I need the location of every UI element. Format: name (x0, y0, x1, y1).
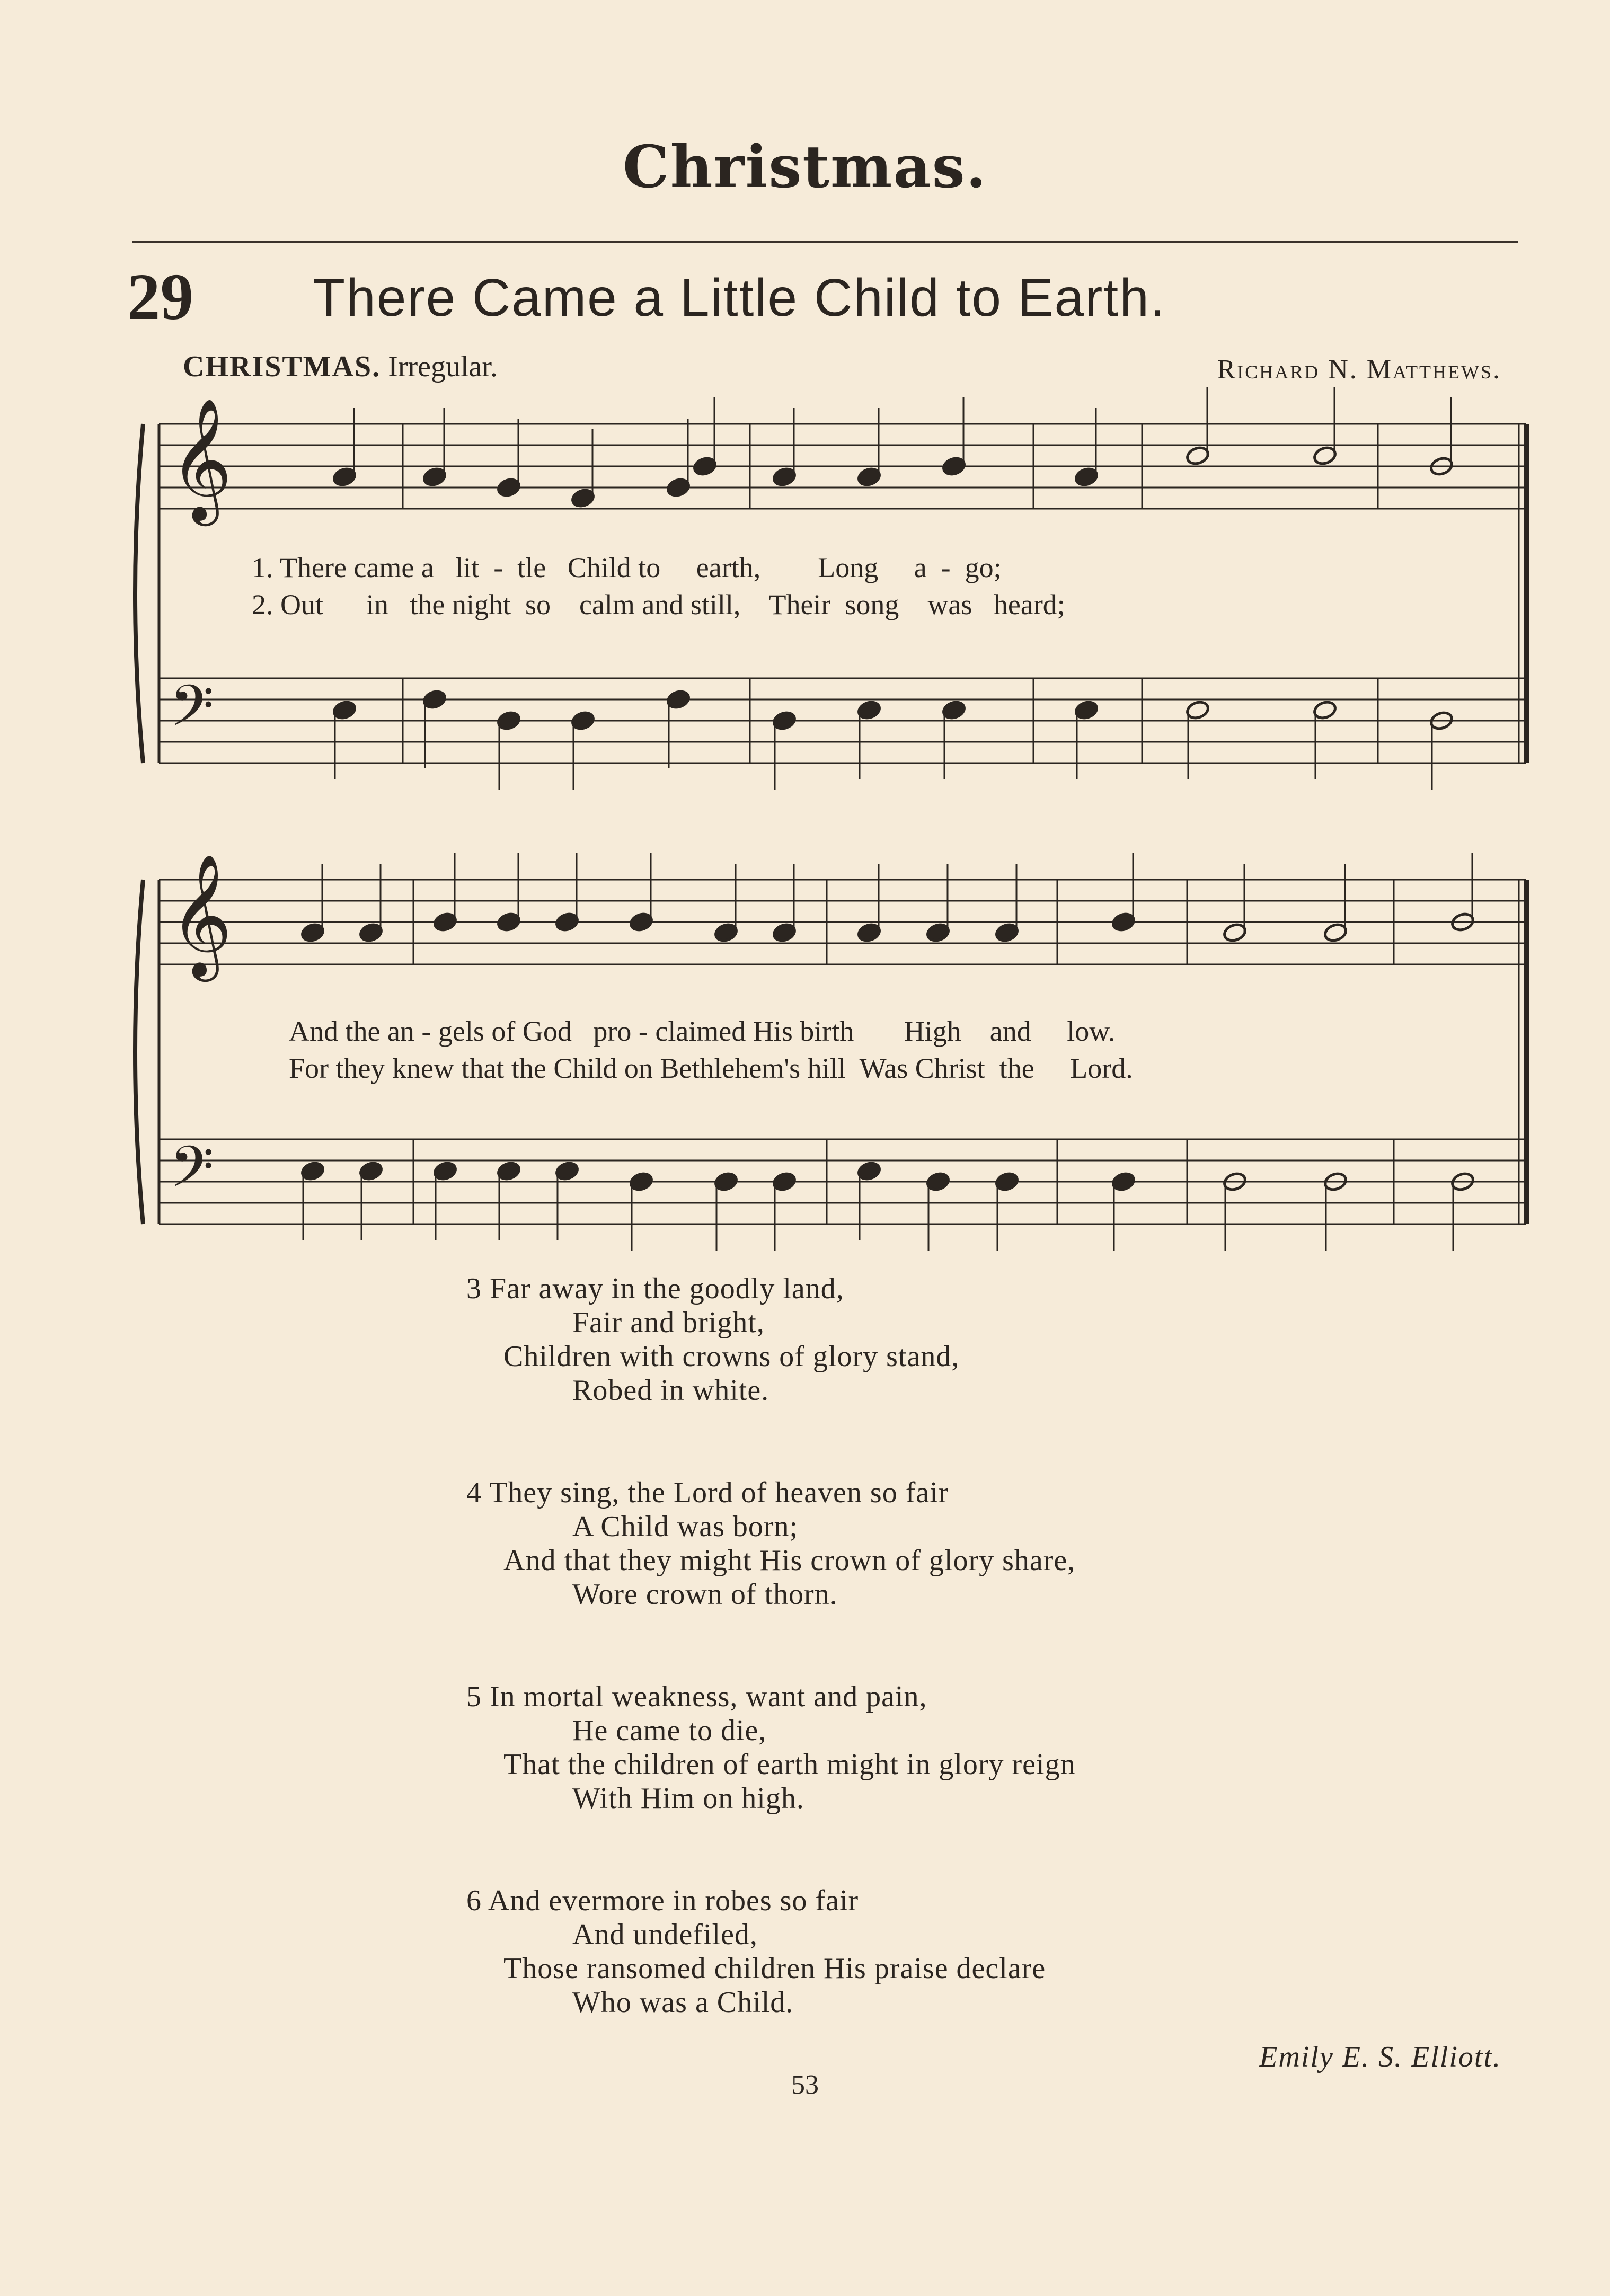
verse-number: 5 In mortal weakness, want and pain, (466, 1680, 927, 1713)
section-title: Christmas. (623, 132, 987, 201)
verse-number: 4 They sing, the Lord of heaven so fair (466, 1476, 949, 1509)
bass-clef-icon: 𝄢 (170, 672, 214, 753)
verse-line: Children with crowns of glory stand, (503, 1340, 960, 1373)
verse-line: Who was a Child. (572, 1986, 794, 2019)
hymn-number: 29 (127, 261, 193, 334)
hymn-author: Emily E. S. Elliott. (1259, 2041, 1501, 2073)
tune-name: CHRISTMAS. (183, 350, 381, 383)
verse-3 (466, 1272, 959, 1407)
lyric-line-2: 2. Out in the night so calm and still, Their song was heard; (252, 589, 1065, 620)
treble-clef-icon: 𝄞 (170, 853, 233, 977)
verse-line: Those ransomed children His praise declare (503, 1952, 1046, 1985)
treble-clef-icon: 𝄞 (170, 397, 233, 521)
verse-4 (466, 1476, 1075, 1611)
verse-line: With Him on high. (572, 1782, 804, 1815)
verse-line: And undefiled, (572, 1918, 758, 1951)
page-number: 53 (791, 2070, 819, 2100)
verse-line: Robed in white. (572, 1374, 769, 1407)
verse-6 (466, 1884, 1046, 2019)
bass-clef-icon: 𝄢 (170, 1133, 214, 1214)
verse-number: 3 Far away in the goodly land, (466, 1272, 844, 1305)
verse-number: 6 And evermore in robes so fair (466, 1884, 859, 1917)
lyric-line-3: And the an - gels of God pro - claimed His birth High and low. (289, 1015, 1116, 1047)
verse-line: Fair and bright, (572, 1306, 765, 1339)
lyric-line-4: For they knew that the Child on Bethlehem's hill Was Christ the Lord. (289, 1052, 1133, 1084)
verse-line: Wore crown of thorn. (572, 1578, 838, 1611)
brace (135, 880, 143, 1224)
verse-line: A Child was born; (572, 1510, 799, 1543)
verse-line: He came to die, (572, 1714, 767, 1747)
lyric-line-1: 1. There came a lit - tle Child to earth, Long a - go; (252, 552, 1002, 583)
verse-5 (466, 1680, 1076, 1815)
verse-line: That the children of earth might in glory reign (503, 1748, 1076, 1781)
hymn-title: There Came a Little Child to Earth. (313, 268, 1166, 327)
verse-line: And that they might His crown of glory share, (503, 1544, 1076, 1577)
meter: Irregular. (388, 350, 498, 383)
composer: Richard N. Matthews. (1217, 354, 1501, 385)
brace (135, 424, 143, 763)
